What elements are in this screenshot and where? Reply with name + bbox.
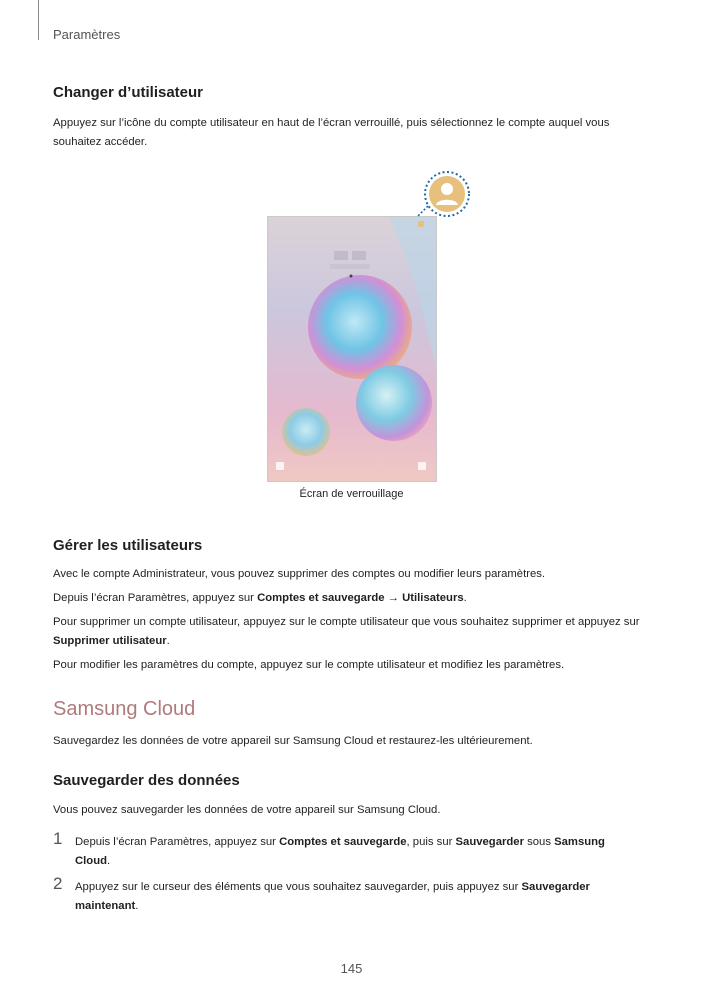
step-text-2: Appuyez sur le curseur des éléments que vous souhaitez sauvegarder, puis appuyez sur Sauvegarder maintenant. <box>75 881 590 912</box>
paragraph-gerer-1: Avec le compte Administrateur, vous pouvez supprimer des comptes ou modifier leurs paramètres. <box>53 568 546 580</box>
step-number-1: 1 <box>53 829 63 848</box>
menu-comptes-sauvegarde: Comptes et sauvegarde <box>257 592 385 604</box>
heading-samsung-cloud: Samsung Cloud <box>53 698 196 720</box>
step-number-2: 2 <box>53 874 63 893</box>
page-number: 145 <box>340 961 363 976</box>
menu-supprimer-utilisateur: Supprimer utilisateur <box>53 635 167 647</box>
margin-rule <box>38 0 39 40</box>
figure-caption: Écran de verrouillage <box>299 488 404 500</box>
heading-sauvegarder-donnees: Sauvegarder des données <box>53 772 240 789</box>
menu-utilisateurs: Utilisateurs <box>402 592 464 604</box>
paragraph-changer: Appuyez sur l’icône du compte utilisateur en haut de l’écran verrouillé, puis sélectionnez le compte auquel vous souhaitez accéder. <box>53 117 610 148</box>
heading-changer-utilisateur: Changer d’utilisateur <box>53 84 204 101</box>
paragraph-cloud-intro: Sauvegardez les données de votre appareil sur Samsung Cloud et restaurez-les ultérieurement. <box>53 735 533 747</box>
paragraph-gerer-3: Pour supprimer un compte utilisateur, appuyez sur le compte utilisateur que vous souhaitez supprimer et appuyez sur Supprimer utilisateur. <box>53 616 640 647</box>
lock-screen-illustration <box>267 216 437 482</box>
step-text-1: Depuis l’écran Paramètres, appuyez sur Comptes et sauvegarde, puis sur Sauvegarder sous Samsung Cloud. <box>75 836 605 867</box>
paragraph-gerer-4: Pour modifier les paramètres du compte, appuyez sur le compte utilisateur et modifiez les paramètres. <box>53 659 565 671</box>
callout-pointer <box>414 205 434 219</box>
lock-screen-wallpaper <box>268 217 436 481</box>
section-label: Paramètres <box>53 27 121 42</box>
heading-gerer-utilisateurs: Gérer les utilisateurs <box>53 537 203 554</box>
paragraph-gerer-2: Depuis l’écran Paramètres, appuyez sur Comptes et sauvegarde → Utilisateurs. <box>53 592 467 604</box>
paragraph-sauvegarder-intro: Vous pouvez sauvegarder les données de votre appareil sur Samsung Cloud. <box>53 804 441 816</box>
